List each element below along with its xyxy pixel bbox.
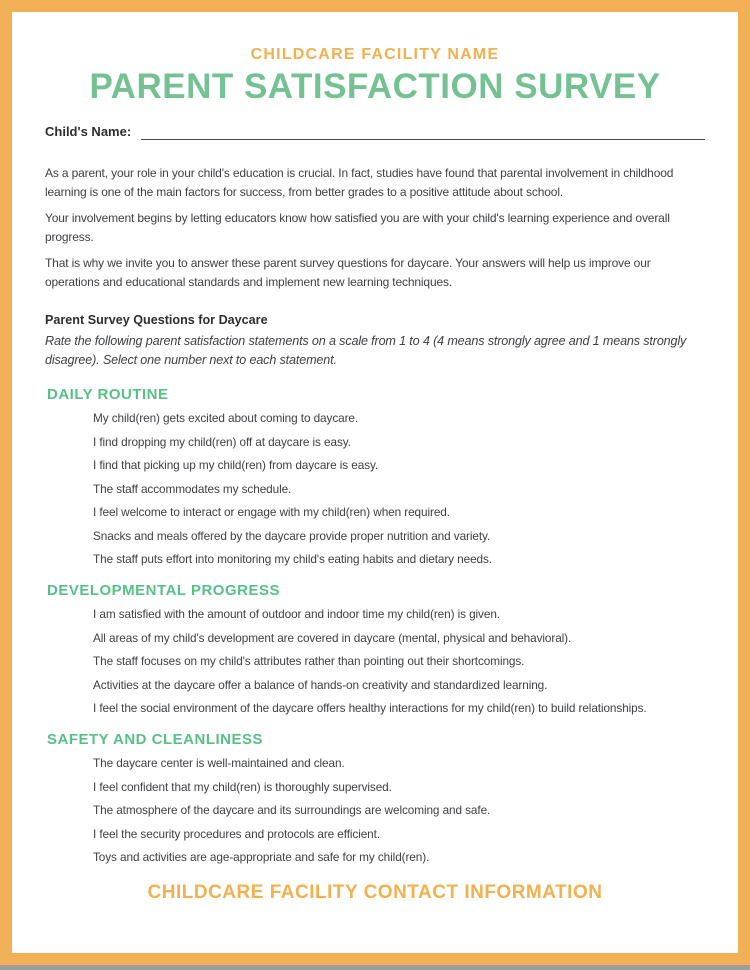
section-statements	[45, 412, 705, 566]
survey-statement: The atmosphere of the daycare and its surroundings are welcoming and safe.	[93, 803, 491, 817]
survey-statement: I feel the security procedures and protocols are efficient.	[93, 826, 381, 841]
survey-statement: All areas of my child's development are covered in daycare (mental, physical and behavioral).	[93, 630, 572, 645]
survey-statement: The daycare center is well-maintained and clean.	[93, 756, 345, 770]
survey-statement: The staff focuses on my child's attributes rather than pointing out their shortcomings.	[93, 654, 525, 668]
section-statements	[45, 608, 705, 715]
child-name-row	[45, 124, 705, 140]
section-heading: DAILY ROUTINE	[47, 386, 169, 403]
child-name-label: Child's Name:	[45, 124, 132, 139]
survey-section	[45, 582, 705, 715]
rating-instructions: Rate the following parent satisfaction statements on a scale from 1 to 4 (4 means strongly agree and 1 means strongly disagree). Select one number next to each statement.	[45, 334, 687, 367]
survey-statement: I feel confident that my child(ren) is thoroughly supervised.	[93, 779, 392, 794]
facility-name-heading: CHILDCARE FACILITY NAME	[250, 46, 500, 63]
child-name-field[interactable]	[141, 125, 705, 140]
survey-statement: I feel the social environment of the daycare offers healthy interactions for my child(ren) to build relationships.	[93, 701, 647, 715]
survey-statement: I am satisfied with the amount of outdoor and indoor time my child(ren) is given.	[93, 607, 500, 621]
page-content	[12, 12, 738, 904]
survey-questions-heading: Parent Survey Questions for Daycare	[45, 313, 268, 327]
intro-section	[45, 164, 705, 292]
survey-statement: Snacks and meals offered by the daycare provide proper nutrition and variety.	[93, 528, 491, 543]
section-statements	[45, 757, 705, 864]
survey-section	[45, 386, 705, 566]
survey-statement: I find that picking up my child(ren) from daycare is easy.	[93, 458, 379, 472]
page-title: PARENT SATISFACTION SURVEY	[89, 67, 661, 106]
survey-statement: The staff accommodates my schedule.	[93, 481, 292, 496]
survey-statement: Activities at the daycare offer a balance of hands-on creativity and standardized learning.	[93, 677, 548, 692]
intro-paragraph: Your involvement begins by letting educators know how satisfied you are with your child's learning experience and overall progress.	[45, 211, 670, 244]
survey-statement: I feel welcome to interact or engage with my child(ren) when required.	[93, 505, 450, 519]
survey-section	[45, 731, 705, 864]
survey-statement: My child(ren) gets excited about coming to daycare.	[93, 411, 359, 425]
survey-statement: I find dropping my child(ren) off at daycare is easy.	[93, 434, 351, 449]
section-heading: SAFETY AND CLEANLINESS	[47, 731, 264, 748]
intro-paragraph: That is why we invite you to answer these parent survey questions for daycare. Your answers will help us improve our operations and educational standards and implement new learning techniques.	[45, 256, 651, 289]
survey-instructions-block	[45, 312, 705, 370]
survey-sections	[45, 386, 705, 864]
survey-statement: Toys and activities are age-appropriate and safe for my child(ren).	[93, 850, 430, 864]
intro-paragraph: As a parent, your role in your child's education is crucial. In fact, studies have found that parental involvement in childhood learning is one of the main factors for success, from better grades to a positive attitude about school.	[45, 166, 674, 199]
contact-information-heading: CHILDCARE FACILITY CONTACT INFORMATION	[147, 882, 603, 903]
survey-statement: The staff puts effort into monitoring my child's eating habits and dietary needs.	[93, 552, 492, 566]
section-heading: DEVELOPMENTAL PROGRESS	[47, 582, 280, 599]
